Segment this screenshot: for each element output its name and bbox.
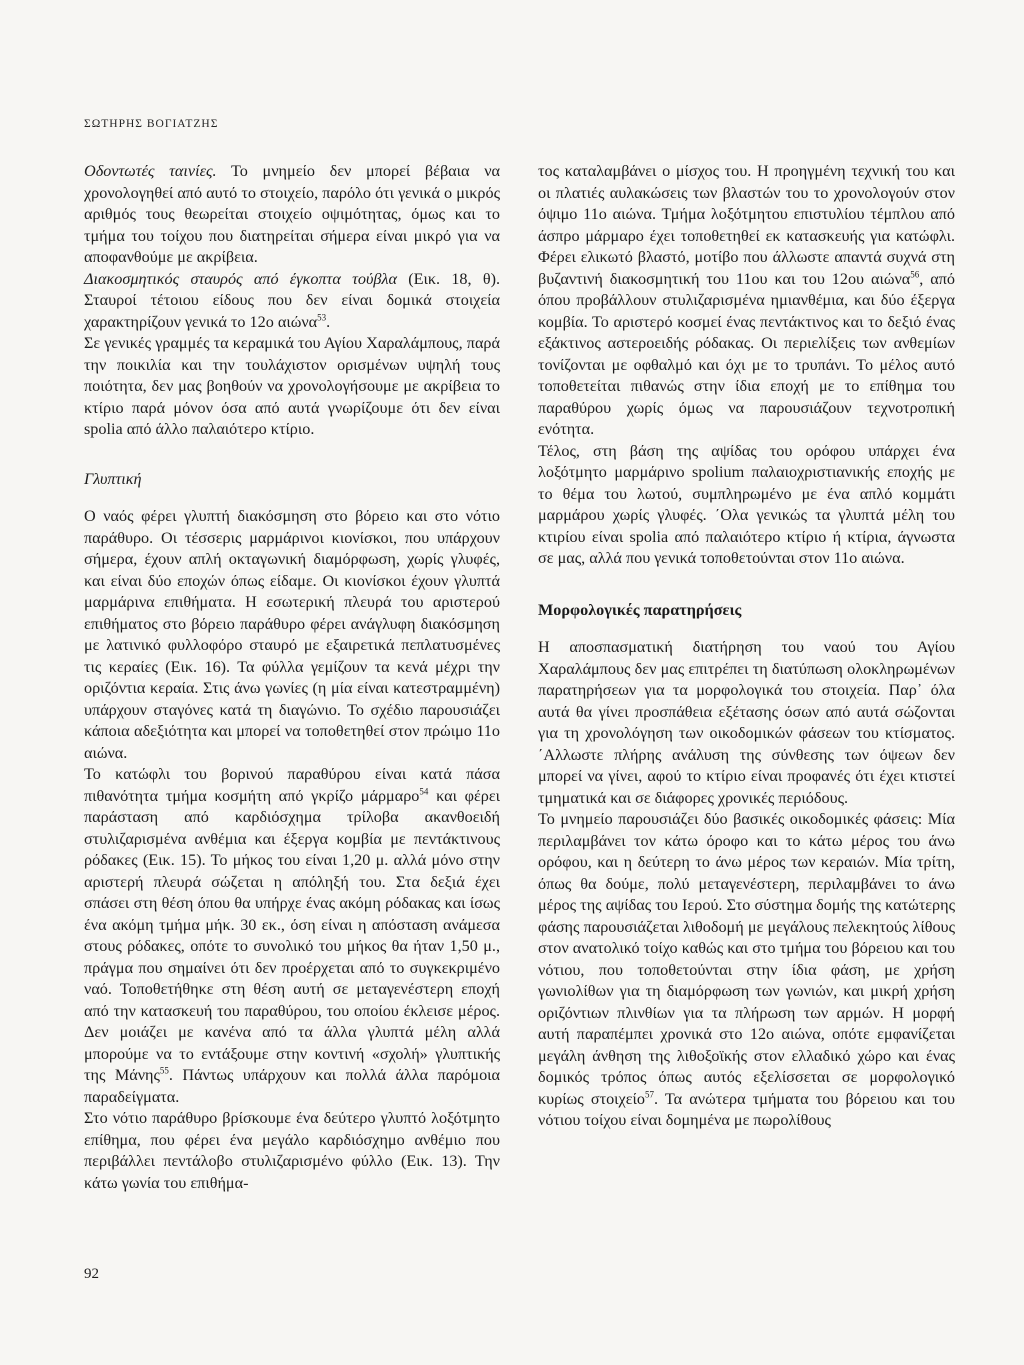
paragraph-text: τος καταλαμβάνει ο μίσχος του. Η προηγμένη τεχνική του και οι πλατιές αυλακώσεις των βλαστών του το χρονολογούν στον όψιμο 11ο αιώνα. Τμήμα λοξότμητου επιστυλίου τέμπλου από άσπρο μάρμαρο έχει τοποθετηθεί εκ κατασκευής για κατώφλι. Φέρει ελικωτό βλαστό, μοτίβο που άλλωστε απαντά συχνά στη βυζαντινή διακοσμητική του 11ου και του 12ου αιώνα [538, 162, 955, 288]
paragraph [84, 764, 500, 1108]
section-heading: Γλυπτική [84, 469, 142, 488]
paragraph-text: . [326, 312, 331, 331]
paragraph-text: Το μνημείο παρουσιάζει δύο βασικές οικοδομικές φάσεις: Μία περιλαμβάνει τον κάτω όροφο και το κάτω μέρος του άνω ορόφου, και η δεύτερη το άνω μέρος των κεραιών. Μία τρίτη, όπως θα δούμε, πολύ μεταγενέστερη, περιλαμβάνει το άνω μέρος της αψίδας του Ιερού. Στο σύστημα δομής της κατώτερης φάσης παρουσιάζεται λιθοδομή με μεγάλους πελεκητούς λίθους στον ανατολικό τοίχο καθώς και στο τμήμα του βόρειου και του νότιου, που τοποθετούνται στην ίδια φάση, με χρήση γωνιολίθων για τη διαμόρφωση των γωνιών, και μικρή χρήση οριζόντιων πλινθίων για τα πλήρωση των αρμών. Η μορφή αυτή παραπέμπει χρονικά στο 12ο αιώνα, οπότε εμφανίζεται μεγάλη άνθηση της λιθοξοϊκής στον ελλαδικό χώρο και ένας δομικός τρόπος όπως αυτός εξελίσσεται σε μορφολογικό κυρίως στοιχείο [538, 810, 955, 1108]
footnote-ref[interactable]: 55 [159, 1065, 169, 1076]
paragraph [538, 809, 955, 1132]
paragraph: Σε γενικές γραμμές τα κεραμικά του Αγίου Χαραλάμπους, παρά την ποικιλία και την τουλάχιστον ορισμένων υψηλή τους ποιότητα, δεν μας βοηθούν να χρονολογήσουμε με ακρίβεια το κτίριο παρά μόνον όσα από αυτά γνωρίζουμε ότι δεν είναι spolia από άλλο παλαιότερο κτίριο. [84, 334, 500, 438]
paragraph: Η αποσπασματική διατήρηση του ναού του Αγίου Χαραλάμπους δεν μας επιτρέπει τη διατύπωση ολοκληρωμένων παρατηρήσεων για τα μορφολογικά του στοιχεία. Παρ᾽ όλα αυτά θα γίνει προσπάθεια εξέτασης όσων από αυτά σώζονται για τη χρονολόγηση των οικοδομικών φάσεων του κτίσματος. ΄Αλλωστε πλήρης ανάλυση της σύνθεσης των όψεων δεν μπορεί να γίνει, αφού το κτίριο είναι προφανές ότι έχει κτιστεί τμηματικά και σε διάφορες χρονικές περιόδους. [538, 638, 955, 807]
section-heading: Μορφολογικές παρατηρήσεις [538, 600, 742, 619]
paragraph-text: και φέρει παράσταση από καρδιόσχημα τρίλοβα ακανθοειδή στυλιζαρισμένα ανθέμια και έξεργα κομβία με πεντάκτινους ρόδακες (Εικ. 15). Το μήκος του είναι 1,20 μ. αλλά μόνο στην αριστερή πλευρά σώζεται η απόληξή του. Στα δεξιά έχει σπάσει στη θέση όπου θα υπήρχε ένας ακόμη ρόδακας και ίσως ένα ακόμη τμήμα μήκ. 30 εκ., όση είναι η απόσταση ανάμεσα στους ρόδακες, οπότε το συνολικό του μήκος θα ήταν 1,50 μ., πράγμα που σημαίνει ότι δεν προέρχεται από το συγκεκριμένο ναό. Τοποθετήθηκε στη θέση αυτή σε μεταγενέστερη εποχή από την κατασκευή του παραθύρου, του οποίου έκλεισε μέρος. Δεν μοιάζει με κανένα από τα άλλα γλυπτά μέλη αλλά μπορούμε να το εντάξουμε στην κοντινή «σχολή» γλυπτικής της Μάνης [84, 786, 500, 1084]
running-head: ΣΩΤΗΡΗΣ ΒΟΓΙΑΤΖΗΣ [84, 118, 219, 130]
paragraph [84, 161, 500, 269]
paragraph: Ο ναός φέρει γλυπτή διακόσμηση στο βόρειο και στο νότιο παράθυρο. Οι τέσσερις μαρμάρινοι κιονίσκοι, που υπάρχουν σήμερα, έχουν απλή οκταγωνική διαμόρφωση, χωρίς γλυφές, και είναι δύο εποχών όπως είδαμε. Οι κιονίσκοι έχουν γλυπτά μαρμάρινα επιθήματα. Η εσωτερική πλευρά του αριστερού επιθήματος στο βόρειο παράθυρο φέρει ανάγλυφη διακόσμηση με λατινικό φυλλοφόρο σταυρό με εξαιρετικά πεπλατυσμένες τις κεραίες (Εικ. 16). Τα φύλλα γεμίζουν τα κενά μέχρι την οριζόντια κεραία. Στις άνω γωνίες (η μία είναι κατεστραμμένη) υπάρχουν σταγόνες κατά τη διαγώνιο. Το σχέδιο παρουσιάζει κάποια αδεξιότητα και μπορεί να τοποθετηθεί στον πρώιμο 11ο αιώνα. [84, 507, 500, 762]
footnote-ref[interactable]: 57 [644, 1089, 654, 1100]
paragraph-text: . Τα ανώτερα τμήματα του βόρειου και του νότιου τοίχου είναι δομημένα με πωρολίθους [538, 1089, 955, 1129]
left-column [84, 161, 500, 1194]
paragraph: Τέλος, στη βάση της αψίδας του ορόφου υπάρχει ένα λοξότμητο μαρμάρινο spolium παλαιοχριστιανικής εποχής με το θέμα του λωτού, συμπληρωμένο με ένα απλό κομμάτι μαρμάρου χωρίς γλυφές. ΄Ολα γενικώς τα γλυπτά μέλη του κτιρίου είναι spolia από παλαιότερο κτίριο ή κτίρια, άγνωστα σε μας, αλλά που γενικά τοποθετούνται στον 11ο αιώνα. [538, 441, 955, 567]
footnote-ref[interactable]: 53 [317, 312, 327, 323]
paragraph: Στο νότιο παράθυρο βρίσκουμε ένα δεύτερο γλυπτό λοξότμητο επίθημα, που φέρει ένα μεγάλο καρδιόσχημο ανθέμιο που περιβάλλει πεντάλοβο στυλιζαρισμένο φύλλο (Εικ. 13). Την κάτω γωνία του επιθήμα- [84, 1109, 500, 1192]
paragraph-text: Το μνημείο δεν μπορεί βέβαια να χρονολογηθεί από αυτό το στοιχείο, παρόλο ότι γενικά ο μικρός αριθμός τους θεωρείται στοιχείο οψιμότητας, όμως και το τμήμα του τοίχου που διατηρείται σήμερα είναι μικρό για να αποφανθούμε με ακρίβεια. [84, 162, 500, 266]
right-column [538, 161, 955, 1132]
paragraph-text: . Πάντως υπάρχουν και πολλά άλλα παρόμοια παραδείγματα. [84, 1066, 501, 1106]
footnote-ref[interactable]: 56 [910, 269, 920, 280]
paragraph-text: Το κατώφλι του βορινού παραθύρου είναι κατά πάσα πιθανότητα τμήμα κοσμήτη από γκρίζο μάρμαρο [84, 765, 500, 805]
paragraph-text: , από όπου προβάλλουν στυλιζαρισμένα ημιανθέμια, και δύο έξεργα κομβία. Το αριστερό κοσμεί ένας πεντάκτινος και το δεξιό ένας εξάκτινος αστεροειδής ρόδακας. Οι περιελίξεις των ανθεμίων τονίζονται με οφθαλμό και όχι με το τρυπάνι. Το μέλος αυτό τοποθετείται πιθανώς στην ίδια εποχή με το επίθημα του παραθύρου χωρίς όμως να παρουσιάζουν τεχνοτροπική ενότητα. [538, 269, 956, 438]
paragraph-lead: Διακοσμητικός σταυρός από έγκοπτα τούβλα [84, 269, 397, 288]
paragraph [538, 161, 955, 441]
footnote-ref[interactable]: 54 [419, 786, 429, 797]
paragraph-text: (Εικ. 18, θ). Σταυροί τέτοιου είδους που δεν είναι δομικά στοιχεία χαρακτηρίζουν γενικά το 12ο αιώνα [84, 269, 501, 331]
paragraph-lead: Οδοντωτές ταινίες. [84, 162, 217, 180]
page-number: 92 [84, 1266, 99, 1282]
paragraph [84, 269, 500, 334]
